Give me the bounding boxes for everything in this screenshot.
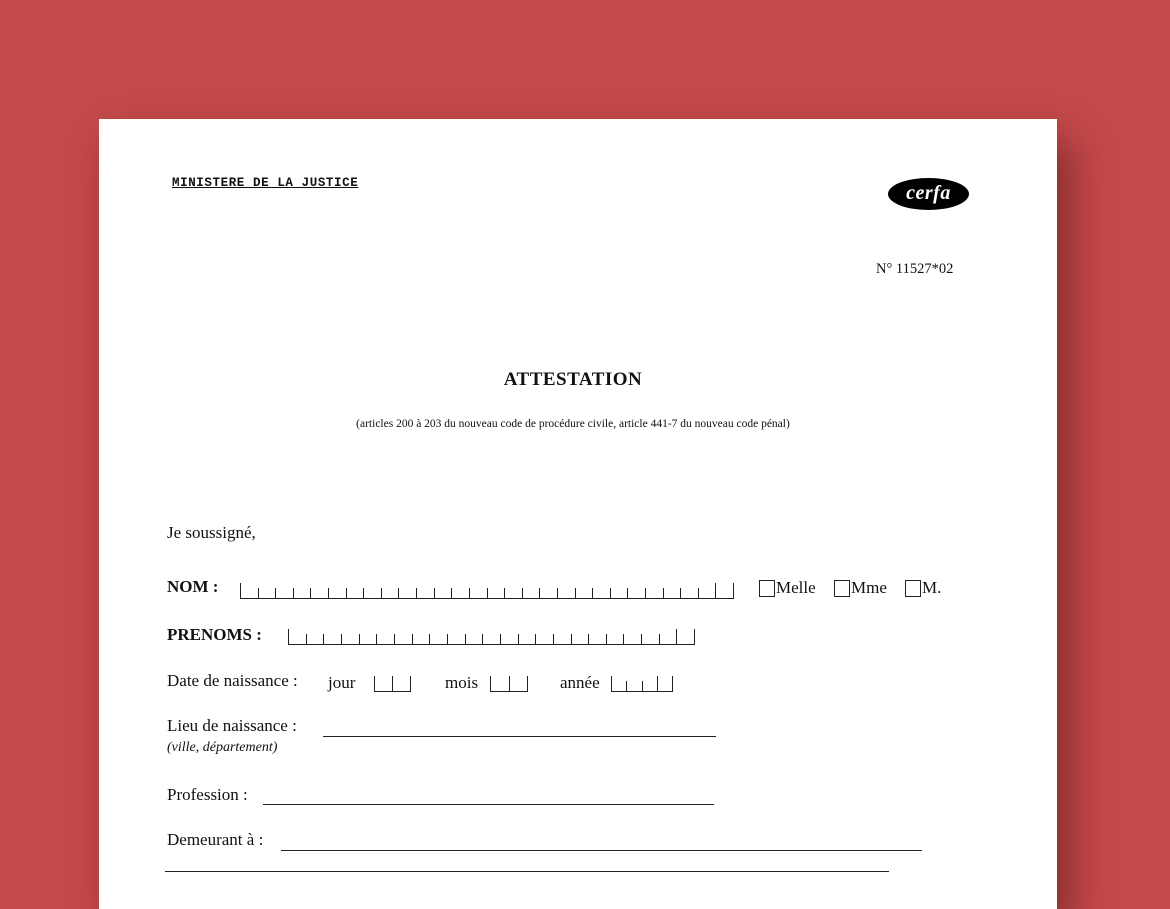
char-box [434,588,452,599]
birthplace-label: Lieu de naissance : [167,716,297,735]
civility-m-checkbox[interactable] [905,578,941,598]
char-box [611,676,626,692]
char-box [680,588,698,599]
cerfa-logo: cerfa [888,178,969,210]
char-box [571,634,589,645]
char-box [381,588,399,599]
char-box [575,588,593,599]
page-title: ATTESTATION [503,369,643,390]
form-sheet [99,119,1057,909]
char-box [323,634,341,645]
char-box [557,588,575,599]
char-box [535,634,553,645]
char-box [359,634,377,645]
civility-melle-label: Melle [776,578,816,597]
char-box [341,634,359,645]
civility-melle-checkbox[interactable] [759,578,816,598]
char-box [306,634,324,645]
char-box [465,634,483,645]
char-box [588,634,606,645]
char-box [398,588,416,599]
year-input[interactable] [611,676,673,691]
year-label: année [560,673,600,692]
char-box [642,681,657,692]
char-box [258,588,276,599]
address-label: Demeurant à : [167,830,264,849]
char-box [490,676,509,692]
nom-label: NOM : [167,577,219,596]
char-box [610,588,628,599]
legal-reference: (articles 200 à 203 du nouveau code de procédure civile, article 441-7 du nouveau code pénal) [356,418,790,430]
char-box [657,676,673,692]
prenoms-input[interactable] [288,629,695,644]
char-box [626,681,641,692]
char-box [310,588,328,599]
prenoms-label: PRENOMS : [167,625,262,644]
char-box [429,634,447,645]
char-box [553,634,571,645]
char-box [469,588,487,599]
char-box [482,634,500,645]
checkbox-square-icon [759,580,775,597]
month-input[interactable] [490,676,528,691]
char-box [392,676,411,692]
address-input-line-2[interactable] [165,871,889,872]
char-box [328,588,346,599]
civility-mme-checkbox[interactable] [834,578,887,598]
char-box [592,588,610,599]
char-box [447,634,465,645]
char-box [394,634,412,645]
birthplace-input[interactable] [323,736,716,737]
char-box [500,634,518,645]
nom-input[interactable] [240,583,734,598]
char-box [416,588,434,599]
civility-m-label: M. [922,578,942,597]
char-box [451,588,469,599]
civility-mme-label: Mme [851,578,887,597]
char-box [518,634,536,645]
profession-input[interactable] [263,804,714,805]
char-box [522,588,540,599]
checkbox-square-icon [834,580,850,597]
char-box [376,634,394,645]
char-box [293,588,311,599]
address-input[interactable] [281,850,922,851]
char-box [363,588,381,599]
char-box [627,588,645,599]
char-box [374,676,392,692]
char-box [275,588,293,599]
char-box [509,676,529,692]
char-box [641,634,659,645]
char-box [698,588,716,599]
checkbox-square-icon [905,580,921,597]
birth-date-label: Date de naissance : [167,671,298,690]
day-input[interactable] [374,676,411,691]
form-number: N° 11527*02 [876,261,954,277]
profession-label: Profession : [167,785,248,804]
char-box [346,588,364,599]
char-box [606,634,624,645]
char-box [487,588,505,599]
char-box [623,634,641,645]
month-label: mois [445,673,479,692]
char-box [663,588,681,599]
char-box [715,583,734,599]
char-box [676,629,695,645]
char-box [240,583,258,599]
char-box [504,588,522,599]
intro-text: Je soussigné, [167,523,256,542]
ministry-header: MINISTERE DE LA JUSTICE [172,176,359,190]
char-box [288,629,306,645]
day-label: jour [328,673,356,692]
char-box [645,588,663,599]
char-box [659,634,677,645]
char-box [539,588,557,599]
birthplace-note: (ville, département) [167,740,278,755]
char-box [412,634,430,645]
